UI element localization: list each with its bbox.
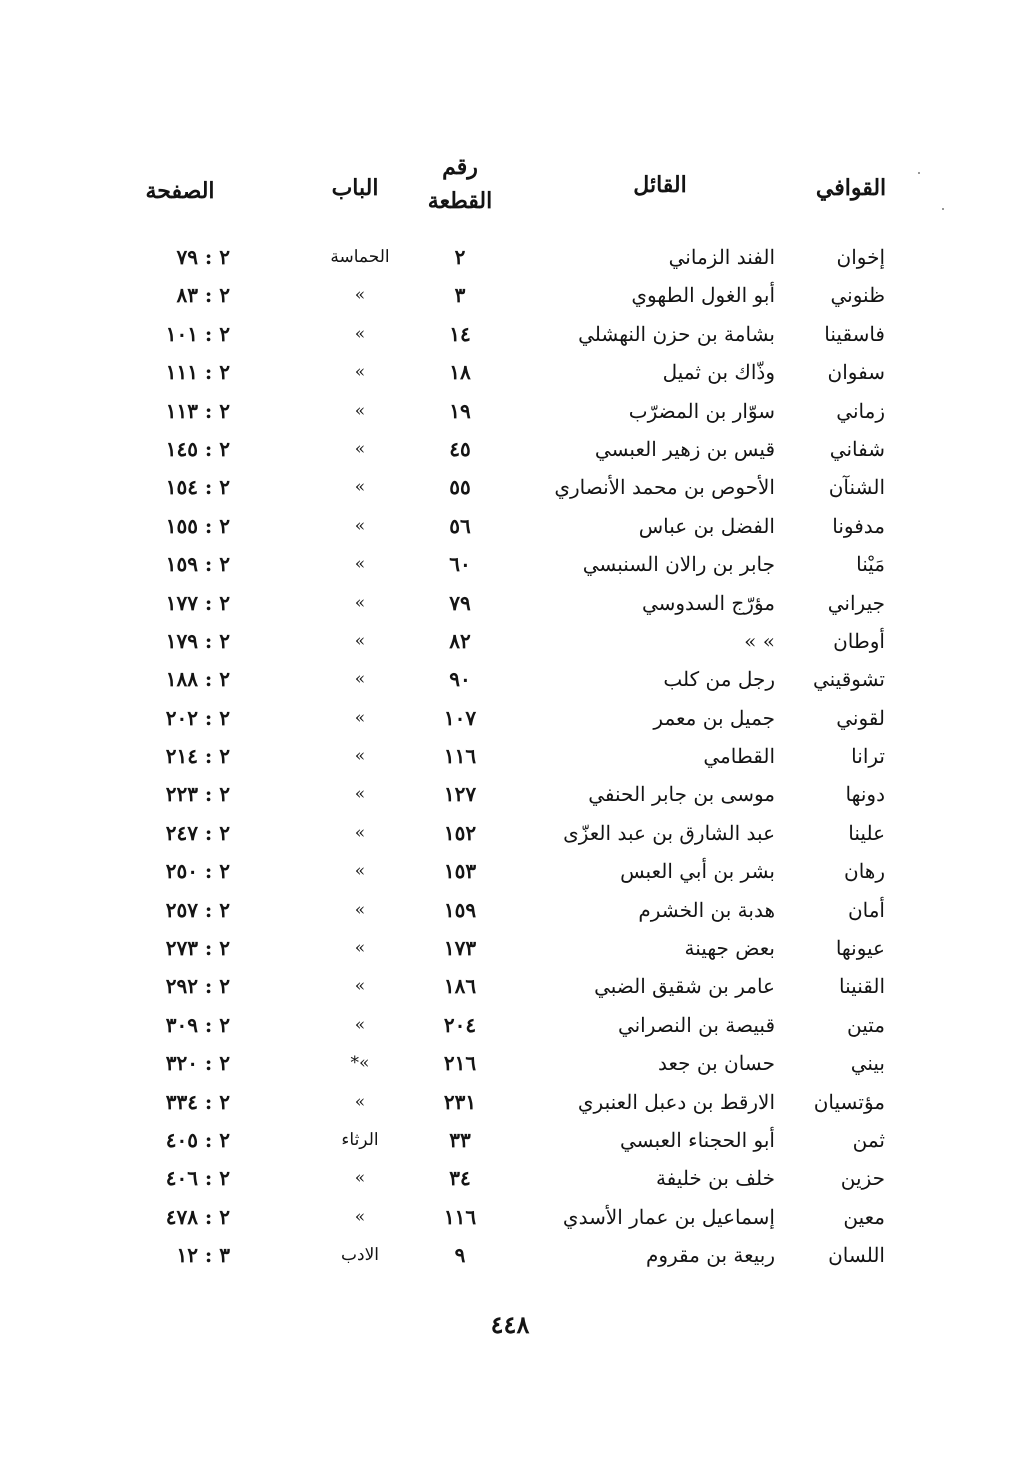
cell-raqm: ٦٠ — [449, 552, 471, 577]
table-row — [0, 238, 1020, 276]
cell-qawafi: بيني — [850, 1051, 885, 1076]
cell-qail: ربيعة بن مقروم — [645, 1243, 775, 1268]
table-row — [0, 1236, 1020, 1274]
cell-safha: ٢ : ٢٩٢ — [165, 974, 230, 999]
cell-safha: ٢ : ١٥٤ — [165, 475, 230, 500]
cell-qail: أبو الغول الطهوي — [631, 283, 775, 308]
table-row — [0, 891, 1020, 929]
cell-qawafi: إخوان — [836, 245, 885, 269]
cell-raqm: ٤٥ — [449, 436, 471, 461]
cell-qail: الفند الزماني — [668, 245, 775, 269]
cell-bab: » — [354, 822, 366, 843]
cell-qawafi: ترانا — [851, 744, 885, 769]
cell-qawafi: حزين — [840, 1166, 885, 1191]
cell-qawafi: مدفونا — [832, 513, 885, 538]
cell-safha: ٢ : ١٧٧ — [165, 590, 230, 615]
header-safha: الصفحة — [145, 178, 215, 204]
cell-qawafi: رهان — [844, 859, 885, 884]
cell-qawafi: مؤتسيان — [813, 1089, 885, 1114]
cell-qail: قبيصة بن النصراني — [617, 1012, 775, 1037]
cell-raqm: ١٩ — [449, 398, 471, 423]
cell-raqm: ١٤ — [449, 321, 471, 346]
cell-bab: » — [354, 669, 366, 690]
table-row — [0, 1006, 1020, 1044]
table-row — [0, 814, 1020, 852]
cell-safha: ٢ : ٣٢٠ — [165, 1051, 230, 1076]
cell-bab: » — [354, 323, 366, 344]
cell-bab: الحماسة — [330, 247, 390, 267]
table-row — [0, 584, 1020, 622]
table-row — [0, 852, 1020, 890]
cell-qawafi: دونها — [845, 782, 885, 807]
cell-bab: » — [354, 1206, 366, 1227]
cell-safha: ٢ : ٢١٤ — [165, 744, 230, 769]
cell-qail: بشامة بن حزن النهشلي — [578, 321, 775, 346]
cell-qawafi: متين — [846, 1012, 885, 1037]
cell-bab: الرثاء — [341, 1129, 379, 1150]
table-row — [0, 276, 1020, 314]
table-row — [0, 468, 1020, 506]
cell-raqm: ٢٠٤ — [443, 1012, 477, 1037]
cell-qail: جميل بن معمر — [653, 705, 775, 730]
cell-bab: » — [354, 630, 366, 651]
table-row — [0, 775, 1020, 813]
table-row — [0, 660, 1020, 698]
cell-qawafi: زماني — [836, 398, 885, 423]
cell-qawafi: أوطان — [833, 628, 885, 653]
table-row — [0, 315, 1020, 353]
cell-qail: عامر بن شقيق الضبي — [594, 974, 775, 999]
table-header — [0, 150, 1020, 230]
table-row — [0, 392, 1020, 430]
cell-bab: » — [354, 438, 366, 459]
table-row — [0, 1159, 1020, 1197]
cell-qail: خلف بن خليفة — [655, 1166, 775, 1191]
cell-qawafi: تشوقيني — [812, 667, 885, 692]
table-row — [0, 737, 1020, 775]
cell-qawafi: لقوني — [836, 705, 885, 730]
index-table — [0, 238, 1020, 1275]
cell-raqm: ٣٤ — [449, 1166, 471, 1191]
cell-qawafi: الشنآن — [828, 475, 885, 500]
cell-safha: ٢ : ٨٣ — [176, 283, 230, 308]
cell-bab: » — [354, 976, 366, 997]
cell-bab: » — [354, 1014, 366, 1035]
cell-qawafi: ثمن — [852, 1127, 885, 1152]
cell-bab: » — [354, 746, 366, 767]
table-row — [0, 967, 1020, 1005]
cell-safha: ٢ : ١٨٨ — [165, 667, 230, 692]
cell-raqm: ١٥٩ — [443, 897, 477, 922]
cell-bab: » — [354, 362, 366, 383]
cell-safha: ٢ : ٢٠٢ — [165, 705, 230, 730]
cell-safha: ٢ : ٢٢٣ — [165, 782, 230, 807]
cell-safha: ٢ : ٢٤٧ — [165, 820, 230, 845]
cell-bab: » — [354, 1091, 366, 1112]
cell-bab: » — [354, 861, 366, 882]
cell-raqm: ١٠٧ — [443, 705, 477, 730]
table-row — [0, 1044, 1020, 1082]
cell-qail: جابر بن رالان السنبسي — [582, 552, 775, 577]
cell-raqm: ٢ — [454, 245, 466, 269]
header-qawafi: القوافي — [815, 175, 887, 201]
cell-safha: ٢ : ١٧٩ — [165, 628, 230, 653]
cell-qail: رجل من كلب — [663, 667, 775, 692]
cell-qail: الارقط بن دعبل العنبري — [577, 1089, 775, 1114]
cell-bab: الادب — [341, 1245, 379, 1266]
cell-qawafi: مَيْنا — [856, 552, 885, 577]
table-row — [0, 545, 1020, 583]
cell-qawafi: شفاني — [829, 436, 885, 461]
cell-qawafi: اللسان — [828, 1243, 885, 1268]
cell-raqm: ٣٣ — [449, 1127, 471, 1152]
cell-qail: بعض جهينة — [684, 936, 775, 961]
cell-safha: ٢ : ٣٣٤ — [165, 1089, 230, 1114]
cell-safha: ٢ : ٤٠٥ — [165, 1127, 230, 1152]
table-row — [0, 1121, 1020, 1159]
cell-qail: عبد الشارق بن عبد العزّى — [563, 820, 775, 845]
cell-raqm: ٥٦ — [449, 513, 471, 538]
table-row — [0, 430, 1020, 468]
cell-qawafi: القنينا — [839, 974, 885, 999]
cell-bab: » — [354, 592, 366, 613]
table-row — [0, 507, 1020, 545]
table-row — [0, 622, 1020, 660]
cell-bab: » — [354, 899, 366, 920]
cell-safha: ٢ : ١٤٥ — [165, 436, 230, 461]
cell-qail: أبو الحجناء العبسي — [619, 1127, 775, 1152]
cell-qail: موسى بن جابر الحنفي — [588, 782, 775, 807]
cell-raqm: ١٧٣ — [443, 936, 477, 961]
cell-qail: إسماعيل بن عمار الأسدي — [562, 1204, 775, 1229]
page-number: ٤٤٨ — [490, 1310, 530, 1339]
cell-raqm: ٥٥ — [449, 475, 471, 500]
cell-raqm: ١٥٢ — [443, 820, 477, 845]
cell-safha: ٢ : ١٥٥ — [165, 513, 230, 538]
cell-qawafi: فاسقينا — [824, 321, 885, 346]
cell-bab: » — [354, 784, 366, 805]
cell-raqm: ١١٦ — [443, 744, 477, 769]
cell-qail: » » — [744, 628, 775, 653]
header-qail: القائل — [633, 172, 687, 198]
cell-safha: ٢ : ٤٧٨ — [165, 1204, 230, 1229]
cell-safha: ٢ : ١١٣ — [165, 398, 230, 423]
cell-raqm: ٩ — [454, 1243, 466, 1268]
cell-qail: حسان بن جعد — [657, 1051, 775, 1076]
cell-qail: الفضل بن عباس — [638, 513, 775, 538]
cell-safha: ٣ : ١٢ — [176, 1243, 230, 1268]
table-row — [0, 1083, 1020, 1121]
cell-safha: ٢ : ٢٧٣ — [165, 936, 230, 961]
cell-qail: قيس بن زهير العبسي — [594, 436, 775, 461]
table-row — [0, 929, 1020, 967]
cell-raqm: ١١٦ — [443, 1204, 477, 1229]
cell-safha: ٢ : ١١١ — [165, 360, 230, 385]
cell-bab: » — [354, 477, 366, 498]
cell-bab: »* — [350, 1053, 370, 1074]
cell-safha: ٢ : ٧٩ — [176, 245, 230, 269]
cell-qail: وذّاك بن ثميل — [662, 360, 775, 385]
cell-bab: » — [354, 515, 366, 536]
cell-qail: الأحوص بن محمد الأنصاري — [554, 475, 775, 500]
cell-bab: » — [354, 400, 366, 421]
cell-qail: مؤرّج السدوسي — [641, 590, 775, 615]
cell-raqm: ٨٢ — [449, 628, 471, 653]
cell-safha: ٢ : ٤٠٦ — [165, 1166, 230, 1191]
cell-qawafi: عيونها — [835, 936, 885, 961]
cell-qawafi: علينا — [848, 820, 885, 845]
cell-safha: ٢ : ١٠١ — [165, 321, 230, 346]
cell-bab: » — [354, 1168, 366, 1189]
cell-safha: ٢ : ٢٥٧ — [165, 897, 230, 922]
cell-qawafi: سفوان — [827, 360, 885, 385]
cell-qawafi: أمان — [847, 897, 885, 922]
header-bab: الباب — [331, 175, 379, 201]
cell-raqm: ١٥٣ — [443, 859, 477, 884]
cell-qawafi: معين — [843, 1204, 885, 1229]
cell-qail: سوّار بن المضرّب — [628, 398, 775, 423]
table-row — [0, 699, 1020, 737]
cell-bab: » — [354, 707, 366, 728]
cell-safha: ٢ : ٣٠٩ — [165, 1012, 230, 1037]
cell-raqm: ٢١٦ — [443, 1051, 477, 1076]
cell-raqm: ٩٠ — [449, 667, 471, 692]
cell-qail: القطامي — [703, 744, 775, 769]
cell-raqm: ١٨٦ — [443, 974, 477, 999]
cell-safha: ٢ : ١٥٩ — [165, 552, 230, 577]
cell-qawafi: جيراني — [827, 590, 885, 615]
table-row — [0, 353, 1020, 391]
cell-bab: » — [354, 554, 366, 575]
cell-raqm: ١٢٧ — [443, 782, 477, 807]
cell-qail: هدبة بن الخشرم — [638, 897, 775, 922]
header-raqm: رقم القطعة — [427, 154, 493, 214]
cell-raqm: ٢٣١ — [443, 1089, 477, 1114]
cell-qawafi: ظنوني — [830, 283, 885, 308]
cell-bab: » — [354, 938, 366, 959]
table-row — [0, 1198, 1020, 1236]
cell-raqm: ١٨ — [449, 360, 471, 385]
cell-bab: » — [354, 285, 366, 306]
cell-raqm: ٧٩ — [449, 590, 471, 615]
cell-safha: ٢ : ٢٥٠ — [165, 859, 230, 884]
cell-raqm: ٣ — [454, 283, 466, 308]
cell-qail: بشر بن أبي العبس — [620, 859, 775, 884]
